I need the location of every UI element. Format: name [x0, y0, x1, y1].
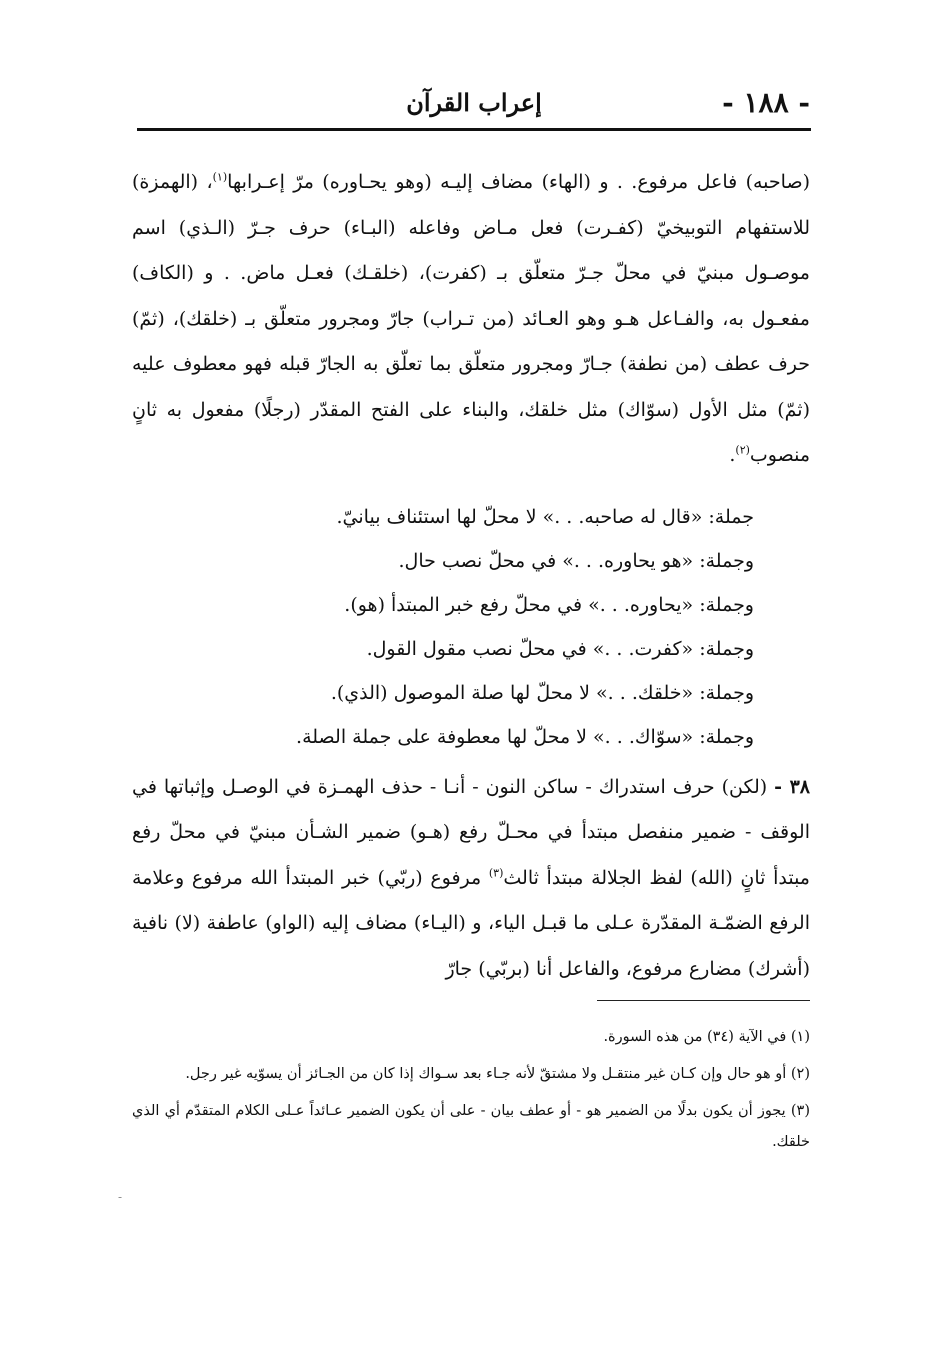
running-title: إعراب القرآن — [406, 88, 542, 117]
sentence-role-item: جملة: «قال له صاحبه. . .» لا محلّ لها استئناف بيانيّ. — [336, 505, 754, 528]
sentence-role-item: وجملة: «هو يحاوره. . .» في محلّ نصب حال. — [398, 549, 754, 572]
footnote-ref-2: (٢) — [735, 443, 750, 457]
scan-mark: - — [118, 1190, 123, 1204]
paragraph-verse-38 — [132, 765, 810, 993]
sentence-role-item: وجملة: «سوّاك. . .» لا محلّ لها معطوفة على جملة الصلة. — [296, 725, 754, 748]
sentence-role-item: وجملة: «يحاوره. . .» في محلّ رفع خبر المبتدأ (هو). — [344, 593, 754, 616]
sentence-role-item: وجملة: «كفرت. . .» في محلّ نصب مقول القول. — [366, 637, 754, 660]
header-rule — [137, 128, 811, 131]
footnote-separator — [597, 1000, 810, 1001]
verse-number: ٣٨ - — [774, 775, 810, 798]
footnote-3: (٣) يجوز أن يكون بدلًا من الضمير هو - أو عطف بيان - على أن يكون الضمير عـائداً عـلى الكلام المتقدّم أي الذي خلقك. — [132, 1103, 810, 1150]
footnote-ref-1: (١) — [212, 170, 228, 184]
text-segment: ، (الهمزة) للاستفهام التوبيخيّ (كفـرت) فعل مـاض وفاعله (البـاء) حرف جـرّ (الـذي) اسم موصـول مبنيّ في محلّ جـرّ متعلّق بـ (كفرت)، (خلقـك) فعـل ماض. . و (الكاف) مفعـول به، والفـاعل هـو وهو العـائد (من تـراب) جارّ ومجرور متعلّق بـ (خلقك)، (ثمّ) حرف عطف (من نطفة) جـارّ ومجرور متعلّق بما تعلّق به الجارّ قبله فهو معطوف عليه (ثمّ) مثل الأول (سوّاك) مثل خلقك، والبناء على الفتح المقدّر (رجلًا) مفعول به ثانٍ منصوب — [132, 171, 810, 466]
text-segment: (لكن) حرف استدراك - ساكن النون - أنـا - حذف الهمـزة في الوصـل وإثباتها في الوقف - ضمير منفصل مبتدأ في محـلّ رفع (هـو) ضمير الشـأن مبنيّ في محلّ رفع مبتدأ ثانٍ (الله) لفظ الجلالة مبتدأ ثالث — [132, 775, 810, 889]
sentence-role-item: وجملة: «خلقك. . .» لا محلّ لها صلة الموصول (الذي). — [330, 681, 754, 704]
footnote-2: (٢) أو هو حال وإن كـان غير منتقـل ولا مشتقّ لأنه جـاء بعد سـواك إذا كان من الجـائز أن يسوّيه غير رجل. — [185, 1066, 810, 1082]
footnote-ref-3: (٣) — [488, 866, 504, 880]
text-segment: (صاحبه) فاعل مرفوع. . و (الهاء) مضاف إليـه (وهو يحـاوره) مرّ إعـرابها — [227, 171, 810, 193]
sentence-roles-list — [132, 495, 810, 759]
paragraph-analysis-37: (صاحبه) فاعل مرفوع. . و (الهاء) مضاف إليـه (وهو يحـاوره) مرّ إعـرابها$^{(١)}$، (الهمزة) للاستفهام التوبيخيّ (كفـرت) فعل مـاض وفاعله (البـاء) حرف جـرّ (الـذي) اسم موصـول مبنيّ في محلّ جـرّ متعلّق بـ (كفرت)، (خلقـك) فعـل ماض. . و (الكاف) مفعـول به، والفـاعل هـو وهو العـائد (من تـراب) جارّ ومجرور متعلّق بـ (خلقك)، (ثمّ) حرف عطف (من نطفة) جـارّ ومجرور متعلّق بما تعلّق به الجارّ قبله فهو معطوف عليه (ثمّ) مثل الأول (سوّاك) مثل خلقك، والبناء على الفتح المقدّر (رجلًا) مفعول به ثانٍ منصوب$^{(٢)}$. — [132, 170, 810, 466]
footnotes — [132, 1022, 810, 1164]
page-number: - ١٨٨ - — [722, 86, 810, 119]
footnote-1: (١) في الآية (٣٤) من هذه السورة. — [603, 1029, 810, 1045]
text-segment: مرفوع (ربّي) خبر المبتدأ الله مرفوع وعلامة الرفع الضمّـة المقدّرة عـلى ما قبـل الياء، و (اليـاء) مضاف إليه (الواو) عاطفة (لا) نافية (أشرك) مضارع مرفوع، والفاعل أنا (بربّي) جارّ — [132, 866, 810, 980]
main-text — [132, 160, 810, 992]
page-header — [138, 82, 810, 128]
